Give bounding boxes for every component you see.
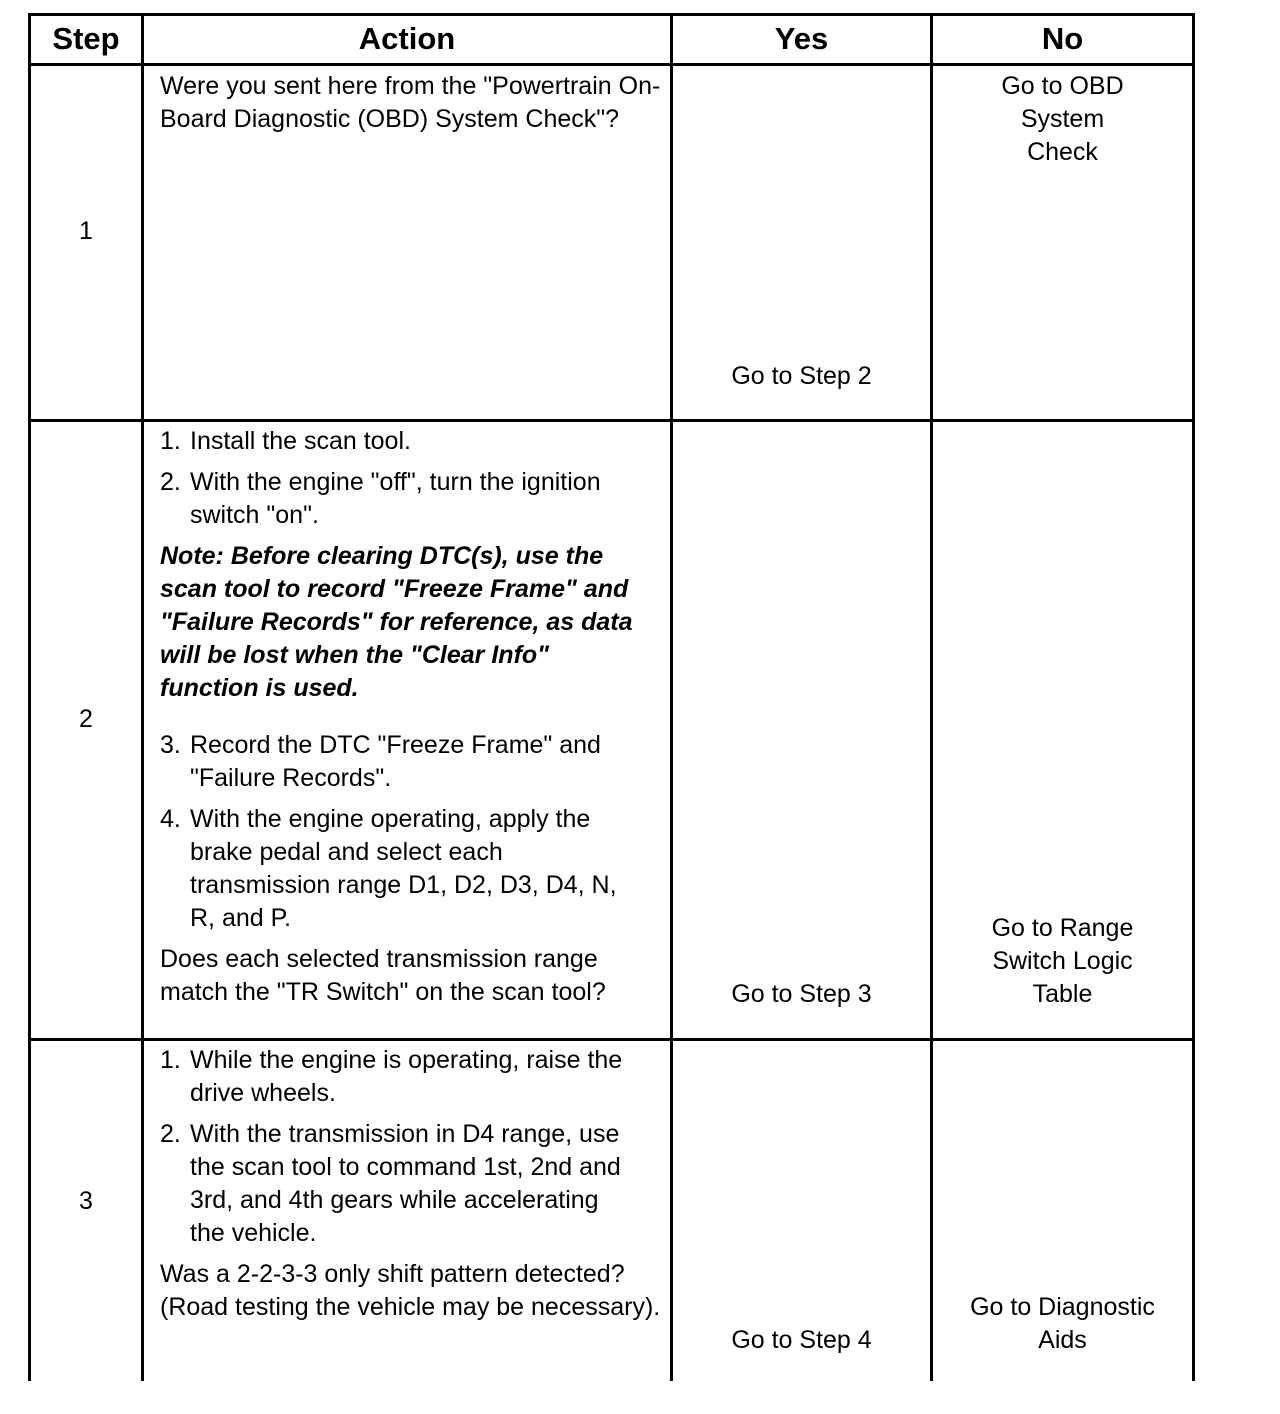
item-number: 2.: [160, 1120, 181, 1148]
item-text: With the engine "off", turn the ignition switch "on".: [190, 468, 601, 529]
yes-cell: [673, 1041, 930, 1357]
yes-result: Go to Step 4: [731, 1326, 872, 1354]
step-number: 2: [79, 704, 93, 733]
item-text: With the engine operating, apply the brake pedal and select each transmission range D1, D2, D3, D4, N, R, and P.: [190, 805, 617, 932]
item-text: While the engine is operating, raise the drive wheels.: [190, 1046, 623, 1107]
yes-cell: [673, 422, 930, 1011]
no-cell: [991, 70, 1134, 419]
no-cell: [991, 422, 1134, 1011]
list-item: [160, 425, 662, 458]
item-number: 1.: [160, 427, 181, 455]
column-divider: [930, 16, 933, 1381]
item-number: 4.: [160, 805, 181, 833]
yes-result: Go to Step 2: [731, 362, 872, 390]
yes-cell: [673, 66, 930, 393]
action-cell: [144, 70, 670, 419]
action-cell: [144, 1044, 670, 1384]
list-item: [160, 803, 662, 935]
item-text: Record the DTC "Freeze Frame" and "Failure Records".: [190, 731, 601, 792]
item-text: Install the scan tool.: [190, 427, 411, 455]
no-result: Go to OBD System Check: [1001, 72, 1124, 166]
list-item: [160, 466, 662, 532]
diagnostic-table: [28, 13, 1195, 1381]
item-number: 2.: [160, 468, 181, 496]
list-item: [160, 1118, 662, 1250]
no-cell: [951, 1041, 1174, 1357]
note-text: Note: Before clearing DTC(s), use the scan tool to record "Freeze Frame" and "Failure Records" for reference, as data will be lost when the "Clear Info" function is used.: [160, 542, 633, 702]
no-result: Go to Range Switch Logic Table: [991, 914, 1134, 1008]
step-number: 3: [79, 1186, 93, 1215]
header-yes: Yes: [774, 21, 829, 56]
row-divider: [31, 63, 1192, 66]
header-no: No: [1041, 21, 1084, 56]
header-step: Step: [52, 21, 120, 56]
item-number: 3.: [160, 731, 181, 759]
action-question: Were you sent here from the "Powertrain On-Board Diagnostic (OBD) System Check"?: [160, 72, 661, 133]
no-result: Go to Diagnostic Aids: [970, 1293, 1155, 1354]
item-number: 1.: [160, 1046, 181, 1074]
list-item: [160, 729, 662, 795]
question-text: Was a 2-2-3-3 only shift pattern detected? (Road testing the vehicle may be necessary).: [160, 1260, 661, 1321]
list-item: [160, 1044, 662, 1110]
header-action: Action: [358, 21, 456, 56]
question-text: Does each selected transmission range match the "TR Switch" on the scan tool?: [160, 945, 606, 1006]
yes-result: Go to Step 3: [731, 980, 872, 1008]
item-text: With the transmission in D4 range, use the scan tool to command 1st, 2nd and 3rd, and 4th gears while accelerating the vehicle.: [190, 1120, 621, 1247]
action-cell: [144, 425, 670, 1038]
step-number: 1: [79, 216, 93, 245]
